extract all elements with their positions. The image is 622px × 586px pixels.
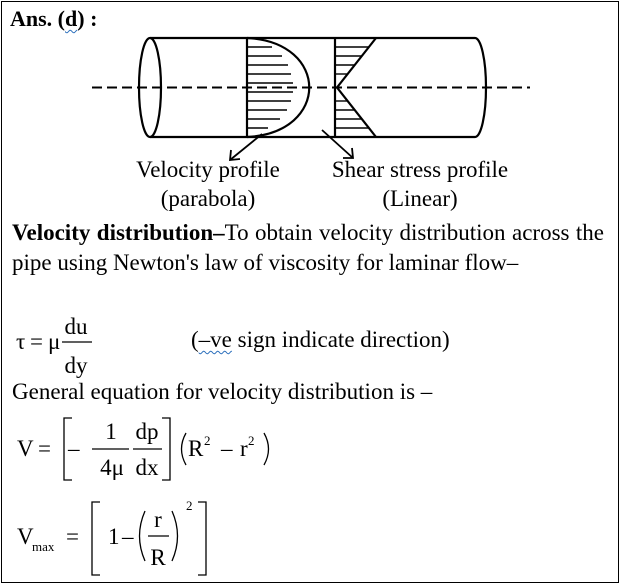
svg-text:1: 1: [108, 524, 120, 549]
svg-text:2: 2: [248, 433, 255, 448]
svg-text:2: 2: [186, 498, 193, 513]
svg-text:=: =: [38, 436, 51, 461]
svg-text:–: –: [221, 436, 233, 461]
svg-text:dx: dx: [135, 455, 159, 480]
svg-text:1: 1: [105, 419, 117, 444]
svg-text:r: r: [154, 507, 162, 532]
svg-text:V: V: [17, 524, 34, 549]
svg-text:τ: τ: [16, 329, 26, 354]
velocity-profile-label: Velocity profile: [136, 157, 280, 182]
pipe-diagram: [0, 0, 622, 220]
general-equation-line: General equation for velocity distribution is –: [12, 379, 433, 404]
paragraph-lead: Velocity distribution–: [12, 220, 225, 245]
velocity-distribution-paragraph: [12, 218, 604, 278]
shear-profile-subtitle: (Linear): [382, 186, 458, 211]
velocity-hatching: [247, 47, 293, 128]
svg-text:μ: μ: [48, 329, 61, 354]
velocity-profile-subtitle: (parabola): [160, 186, 256, 211]
equation-velocity-distribution: [12, 412, 312, 484]
svg-text:2: 2: [204, 433, 211, 448]
svg-text:V: V: [17, 436, 34, 461]
svg-text:4μ: 4μ: [100, 455, 124, 480]
svg-text:R: R: [150, 545, 166, 570]
svg-text:R: R: [188, 436, 204, 461]
svg-text:r: r: [240, 436, 248, 461]
arrow-shear: [322, 130, 353, 158]
equation-velocity-max: [12, 497, 252, 581]
shear-profile-label: Shear stress profile: [331, 157, 509, 182]
svg-text:=: =: [30, 329, 43, 354]
svg-text:–: –: [68, 436, 80, 461]
svg-text:du: du: [64, 314, 88, 339]
direction-note: (–ve sign indicate direction): [191, 327, 450, 352]
svg-text:dp: dp: [135, 419, 159, 444]
svg-text:–: –: [122, 524, 134, 549]
paragraph-text: To obtain velocity distribution across the pipe using Newton's law of viscosity for laminar flow–: [12, 220, 605, 275]
answer-heading: Ans. (d) :: [10, 6, 98, 31]
equation-shear-stress: [12, 312, 152, 382]
answer-option: d: [65, 6, 78, 31]
svg-text:dy: dy: [64, 353, 88, 378]
svg-text:=: =: [66, 524, 79, 549]
svg-text:max: max: [32, 539, 55, 554]
